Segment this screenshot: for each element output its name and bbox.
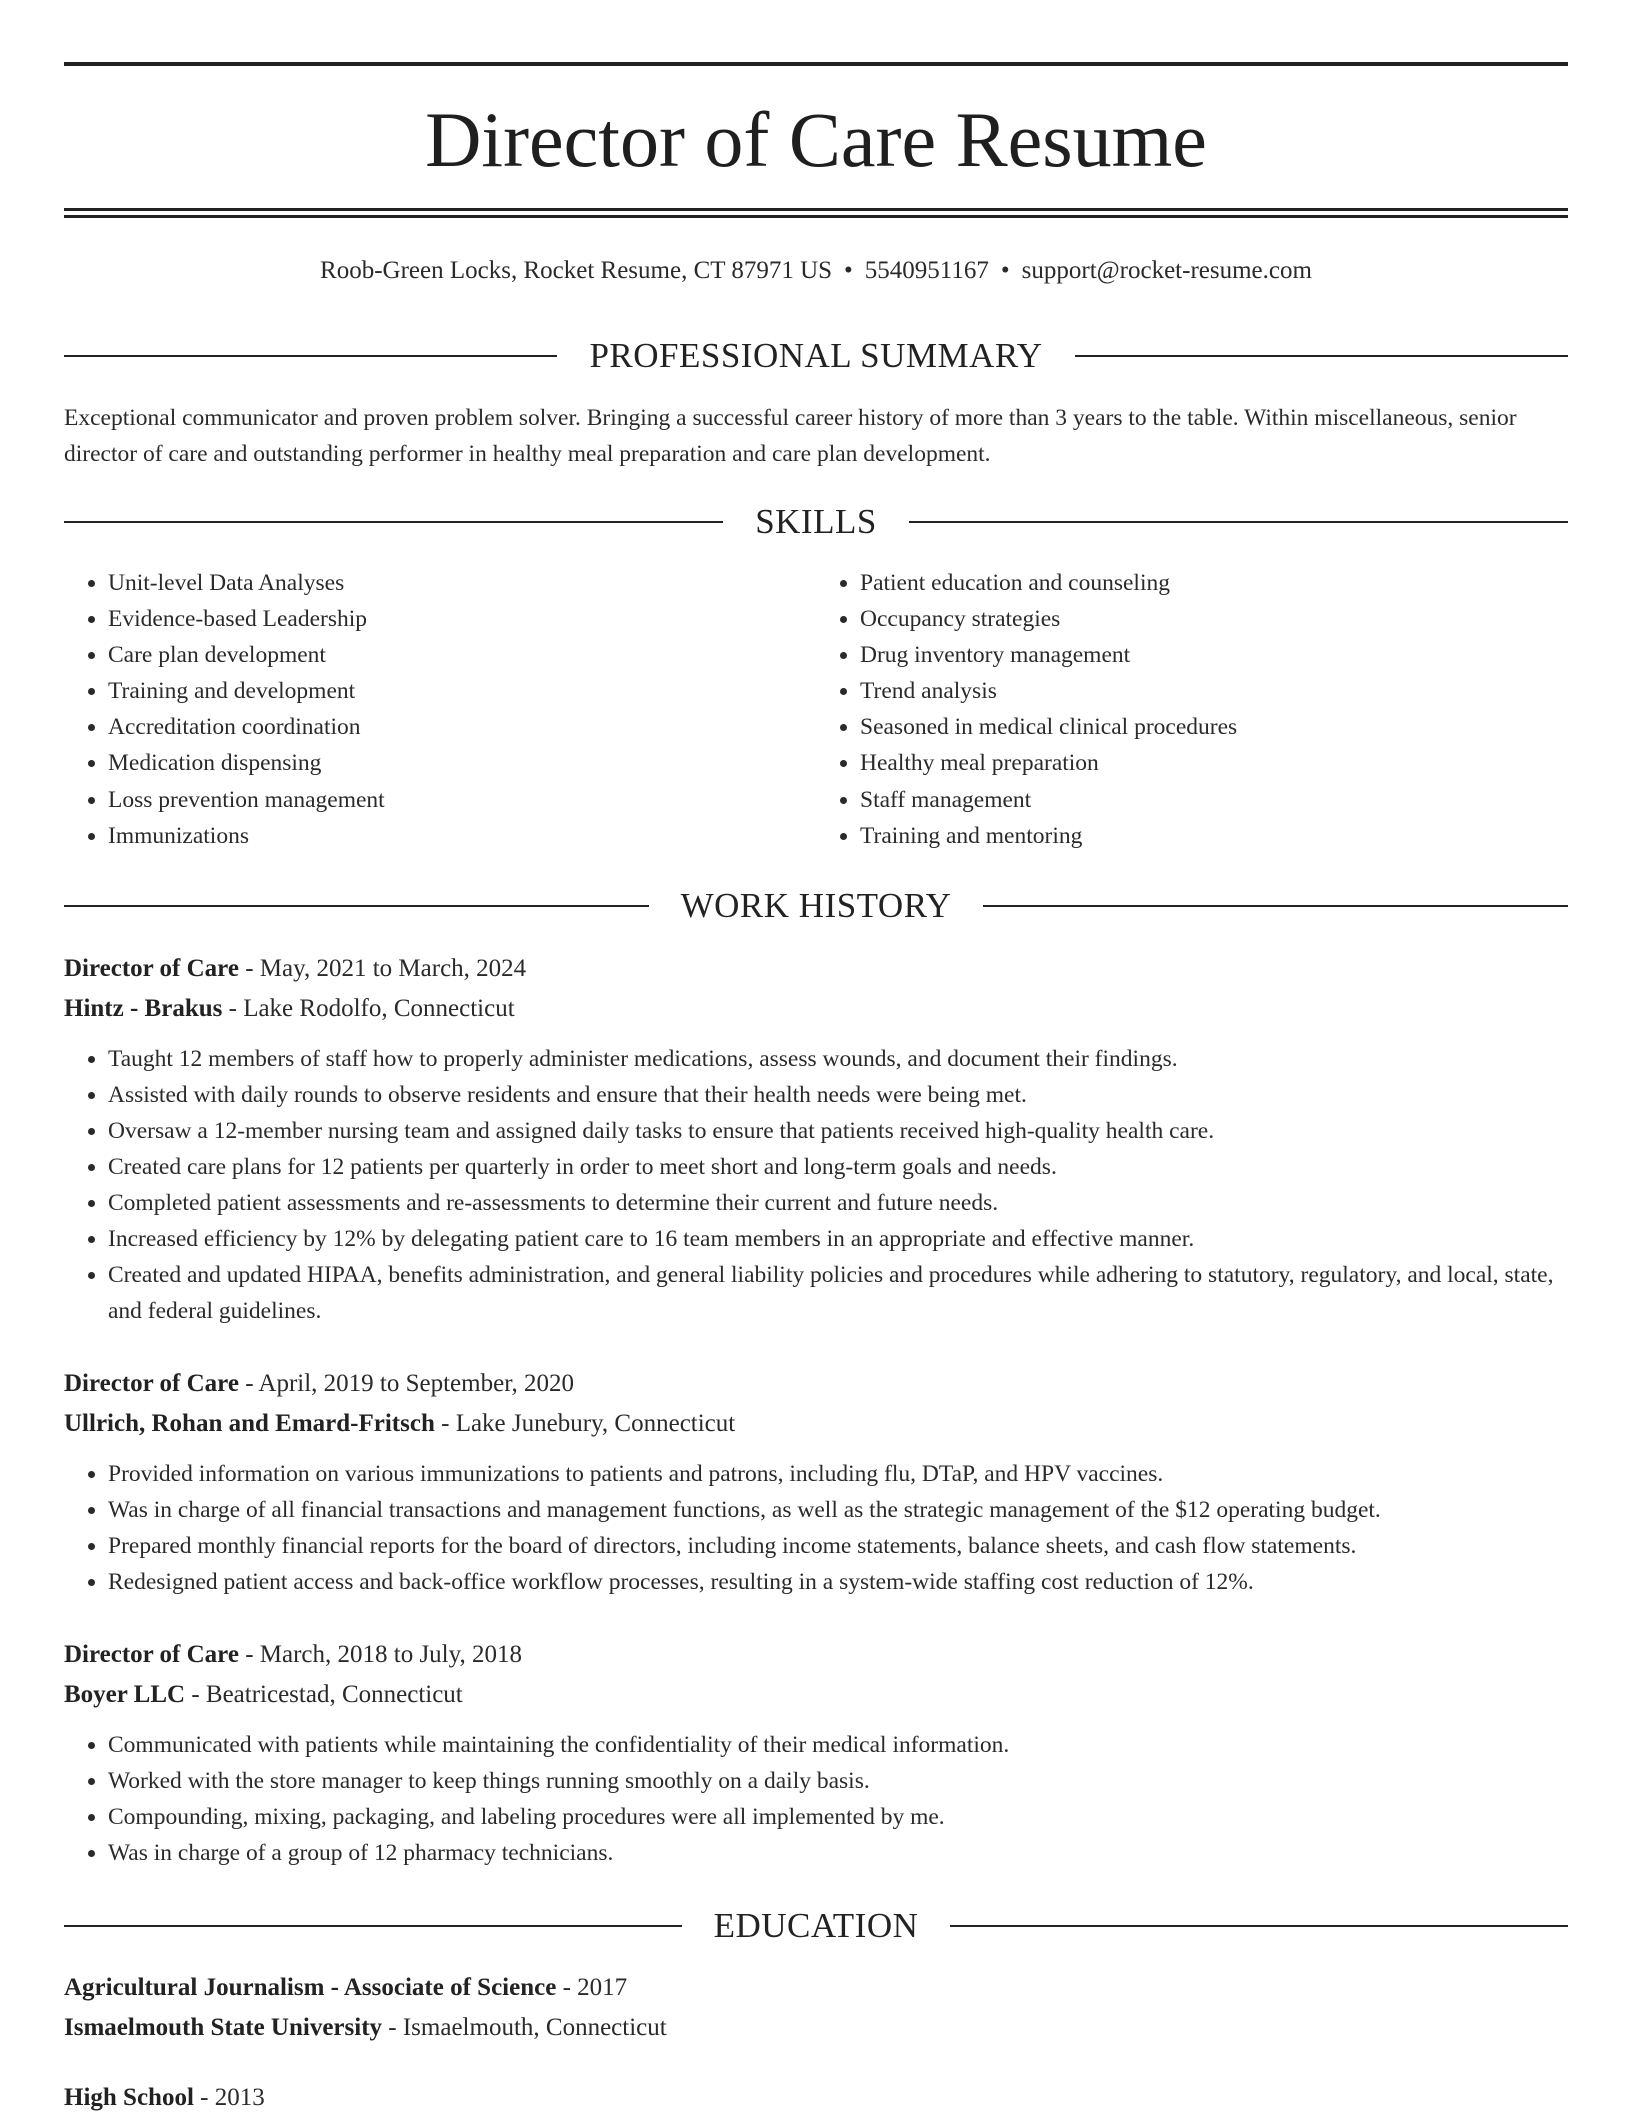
job-bullet: • Communicated with patients while maintaining the confidentiality of their medical information. — [108, 1727, 1568, 1763]
job-bullet: • Oversaw a 12-member nursing team and assigned daily tasks to ensure that patients received high-quality health care. — [108, 1113, 1568, 1149]
heading-rule-right — [909, 521, 1568, 523]
skills-column-left — [64, 565, 816, 854]
job-title: Director of Care — [64, 1641, 239, 1668]
heading-rule-right — [983, 905, 1568, 907]
skill-item: • Unit-level Data Analyses — [108, 565, 816, 601]
skill-item: • Training and mentoring — [860, 818, 1568, 854]
edu-year: 2017 — [577, 1974, 628, 2001]
contact-separator: • — [1000, 257, 1010, 284]
skill-item: • Medication dispensing — [108, 745, 816, 781]
skill-item: • Seasoned in medical clinical procedures — [860, 709, 1568, 745]
section-title: PROFESSIONAL SUMMARY — [589, 336, 1043, 375]
contact-address: Roob-Green Locks, Rocket Resume, CT 87971 US — [320, 257, 833, 284]
section-heading-work — [64, 884, 1568, 928]
job-bullets — [64, 1727, 1568, 1871]
contact-separator: • — [844, 257, 853, 284]
job-company-line — [64, 989, 1568, 1029]
job-bullet: • Created care plans for 12 patients per quarterly in order to meet short and long-term goals and needs. — [108, 1149, 1568, 1185]
job-bullet: • Increased efficiency by 12% by delegating patient care to 16 team members in an appropriate and effective manner. — [108, 1221, 1568, 1257]
skill-item: • Evidence-based Leadership — [108, 601, 816, 637]
contact-line — [64, 254, 1568, 288]
skill-item: • Staff management — [860, 782, 1568, 818]
heading-rule-left — [64, 521, 723, 523]
job-location: Beatricestad, Connecticut — [205, 1681, 463, 1708]
job-title-line — [64, 1635, 1568, 1675]
job-bullets — [64, 1456, 1568, 1600]
section-heading-education — [64, 1904, 1568, 1948]
page-title: Director of Care Resume — [425, 96, 1207, 183]
edu-degree: High School — [64, 2084, 194, 2111]
edu-school-line — [64, 2008, 1568, 2048]
section-title: EDUCATION — [713, 1906, 919, 1945]
section-title: WORK HISTORY — [680, 886, 952, 925]
top-rule — [64, 62, 1568, 66]
job-location: Lake Rodolfo, Connecticut — [243, 995, 515, 1022]
contact-email: support@rocket-resume.com — [1021, 257, 1312, 284]
job-bullet: • Assisted with daily rounds to observe residents and ensure that their health needs were being met. — [108, 1077, 1568, 1113]
section-heading-summary — [64, 334, 1568, 378]
heading-rule-left — [64, 1925, 682, 1927]
skills-column-right — [816, 565, 1568, 854]
job-entry — [64, 949, 1568, 1329]
job-bullet: • Prepared monthly financial reports for the board of directors, including income statements, balance sheets, and cash flow statements. — [108, 1528, 1568, 1564]
job-company: Ullrich, Rohan and Emard-Fritsch — [64, 1410, 435, 1437]
edu-degree-line — [64, 2078, 1568, 2118]
job-bullet: • Completed patient assessments and re-assessments to determine their current and future needs. — [108, 1185, 1568, 1221]
skill-item: • Patient education and counseling — [860, 565, 1568, 601]
skill-item: • Loss prevention management — [108, 782, 816, 818]
job-company-line — [64, 1404, 1568, 1444]
dash: - — [556, 1974, 578, 2001]
section-heading-skills — [64, 500, 1568, 544]
dash: - — [238, 1641, 260, 1668]
job-bullets — [64, 1041, 1568, 1329]
edu-location: Ismaelmouth, Connecticut — [402, 2014, 667, 2041]
job-bullet: • Redesigned patient access and back-office workflow processes, resulting in a system-wide staffing cost reduction of 12%. — [108, 1564, 1568, 1600]
job-bullet: • Was in charge of all financial transactions and management functions, as well as the strategic management of the $12 operating budget. — [108, 1492, 1568, 1528]
dash: - — [238, 955, 260, 982]
edu-school: Ismaelmouth State University — [64, 2014, 383, 2041]
job-bullet: • Compounding, mixing, packaging, and labeling procedures were all implemented by me. — [108, 1799, 1568, 1835]
edu-year: 2013 — [214, 2084, 265, 2111]
job-bullet: • Worked with the store manager to keep things running smoothly on a daily basis. — [108, 1763, 1568, 1799]
skill-item: • Trend analysis — [860, 673, 1568, 709]
dash: - — [222, 995, 244, 1022]
section-title: SKILLS — [755, 502, 877, 541]
skill-item: • Immunizations — [108, 818, 816, 854]
skills-list — [64, 565, 1568, 854]
job-title-line — [64, 949, 1568, 989]
skill-item: • Accreditation coordination — [108, 709, 816, 745]
job-title: Director of Care — [64, 1370, 239, 1397]
job-dates: March, 2018 to July, 2018 — [259, 1641, 523, 1668]
job-company: Boyer LLC — [64, 1681, 186, 1708]
skill-item: • Care plan development — [108, 637, 816, 673]
job-bullet: • Was in charge of a group of 12 pharmacy technicians. — [108, 1835, 1568, 1871]
job-dates: May, 2021 to March, 2024 — [259, 955, 527, 982]
job-title: Director of Care — [64, 955, 239, 982]
edu-degree: Agricultural Journalism - Associate of Science — [64, 1974, 557, 2001]
dash: - — [238, 1370, 259, 1397]
education-entry — [64, 2078, 1568, 2118]
dash: - — [185, 1681, 206, 1708]
job-bullet: • Provided information on various immunizations to patients and patrons, including flu, DTaP, and HPV vaccines. — [108, 1456, 1568, 1492]
skill-item: • Drug inventory management — [860, 637, 1568, 673]
heading-rule-left — [64, 355, 557, 357]
job-entry — [64, 1364, 1568, 1600]
job-bullet: • Created and updated HIPAA, benefits administration, and general liability policies and procedures while adhering to statutory, regulatory, and local, state, and federal guidelines. — [108, 1257, 1568, 1329]
title-double-rule — [64, 208, 1568, 218]
skill-item: • Healthy meal preparation — [860, 745, 1568, 781]
job-company: Hintz - Brakus — [64, 995, 223, 1022]
job-title-line — [64, 1364, 1568, 1404]
contact-phone: 5540951167 — [864, 257, 989, 284]
job-location: Lake Junebury, Connecticut — [455, 1410, 736, 1437]
heading-rule-right — [1075, 355, 1568, 357]
dash: - — [193, 2084, 215, 2111]
job-dates: April, 2019 to September, 2020 — [258, 1370, 575, 1397]
dash: - — [434, 1410, 456, 1437]
dash: - — [382, 2014, 403, 2041]
education-entry — [64, 1968, 1568, 2048]
skill-item: • Training and development — [108, 673, 816, 709]
job-bullet: • Taught 12 members of staff how to properly administer medications, assess wounds, and document their findings. — [108, 1041, 1568, 1077]
heading-rule-left — [64, 905, 649, 907]
skill-item: • Occupancy strategies — [860, 601, 1568, 637]
summary-text: Exceptional communicator and proven problem solver. Bringing a successful career history of more than 3 years to the table. Within miscellaneous, senior director of care and outstanding performer in healthy meal preparation and care plan development. — [64, 405, 1517, 467]
job-company-line — [64, 1675, 1568, 1715]
heading-rule-right — [950, 1925, 1568, 1927]
job-entry — [64, 1635, 1568, 1871]
edu-degree-line — [64, 1968, 1568, 2008]
